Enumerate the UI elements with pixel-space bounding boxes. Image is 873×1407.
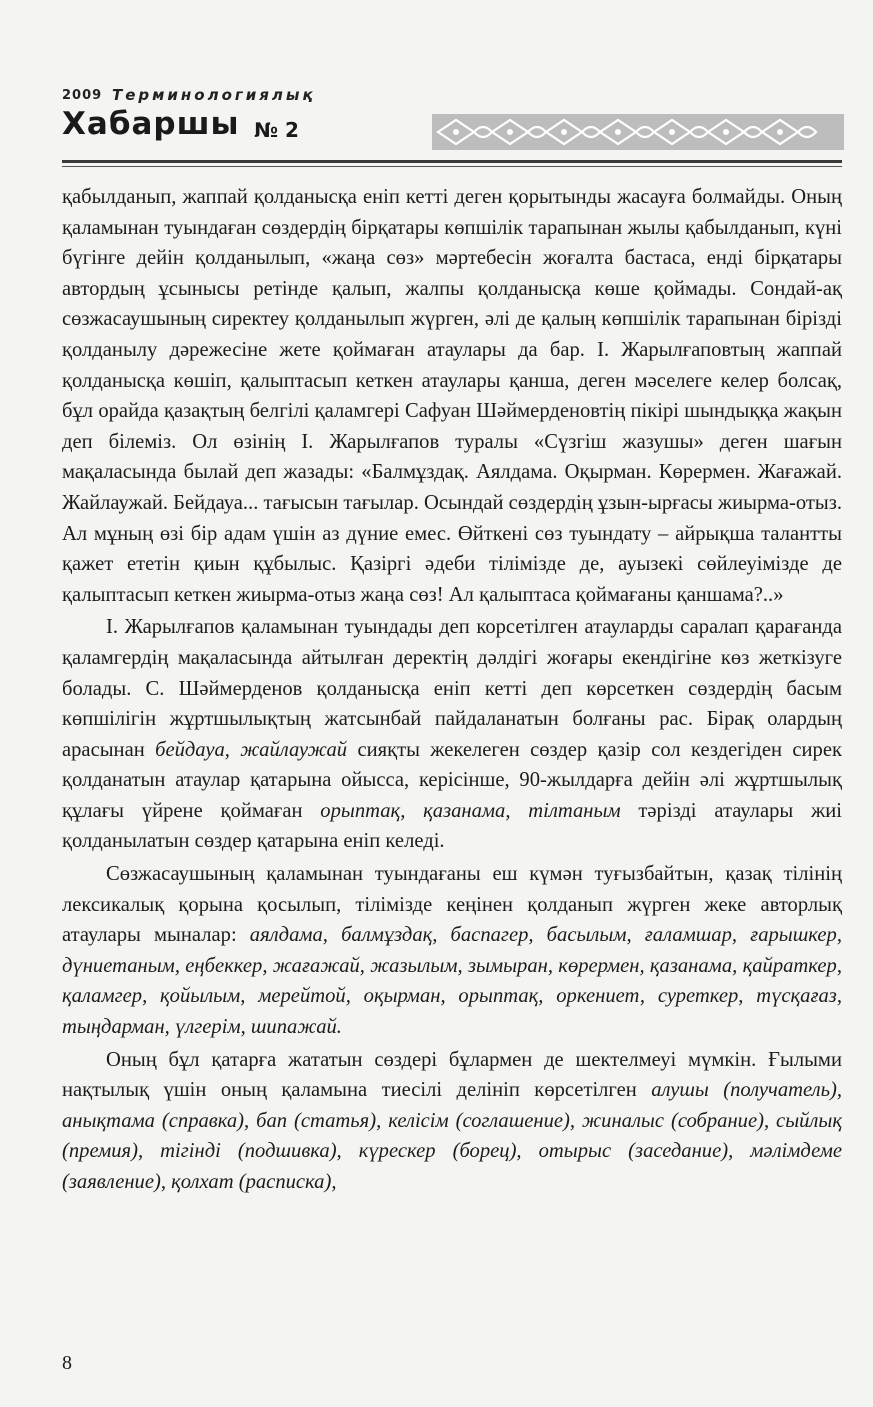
- page-header: [62, 88, 842, 168]
- paragraph-text: тәрізді атаулары жиі қолданылатын сөздер қатарына еніп келеді.: [62, 799, 843, 853]
- paragraph-text: сияқты жекелеген сөздер қазір сол кездегіден сирек қолданатын атаулар қатарына ойысса, керісінше, 90-жылдарға дейін әлі жұртшылық құлағы үйрене қоймаған: [62, 738, 843, 822]
- header-rule-thick: [62, 160, 842, 163]
- header-journal-title: Хабаршы: [62, 106, 240, 142]
- body-paragraph: [62, 859, 842, 1043]
- body-paragraph: [62, 1045, 842, 1198]
- ornament-pattern-icon: [432, 114, 844, 150]
- italic-term-list: бейдауа, жайлаужай: [155, 738, 348, 761]
- italic-term-list: алушы (получатель), анықтама (справка), бап (статья), келісім (соглашение), жиналыс (собрание), сыйлық (премия), тігінді (подшивка), күрескер (борец), отырыс (заседание), мәлімдеме (заявление), қолхат (расписка),: [62, 1079, 842, 1193]
- italic-term-list: орыптақ, қазанама, тілтаным: [320, 799, 621, 822]
- paragraph-text: Сөзжасаушының қаламынан туындағаны еш күмән туғызбайтын, қазақ тілінің лексикалық қорына қосылып, тілімізде кеңінен қолданып жүрген жеке авторлық атаулары мыналар:: [62, 863, 842, 947]
- header-issue-number: № 2: [254, 118, 299, 142]
- italic-term-list: аялдама, балмұздақ, баспагер, басылым, ғаламшар, ғарышкер, дүниетаным, еңбеккер, жағажай, жазылым, зымыран, көрермен, қазанама, қайраткер, қаламгер, қойылым, мерейтой, оқырман, орыптақ, оркениет, суреткер, түсқағаз, тыңдарман, үлгерім, шипажай.: [62, 924, 842, 1039]
- body-paragraph: [62, 612, 842, 857]
- ornament-band: [432, 114, 844, 150]
- body-paragraph: [62, 182, 842, 610]
- header-rule-thin: [62, 166, 842, 167]
- header-year: 2009: [62, 88, 103, 103]
- page-number: 8: [62, 1352, 72, 1374]
- paragraph-text: І. Жарылғапов қаламынан туындады деп корсетілген атауларды саралап қарағанда қаламгердің мақаласында айтылған деректің дәлдігі жоғары екендігіне көз жеткізуге болады. С. Шәймерденов қолданысқа еніп кетті деп көрсеткен сөздердің басым көпшілігін жұртшылықтың жатсынбай пайдаланатын болғаны рас. Бірақ олардың арасынан: [62, 616, 842, 761]
- paragraph-text: қабылданып, жаппай қолданысқа еніп кетті деген қорытынды жасауға болмайды. Оның қаламынан туындаған сөздердің бірқатары көпшілік тарапынан жылы қабылданып, күні бүгінге дейін қолданылып, «жаңа сөз» мәртебесін жоғалта бастаса, енді бірқатары автордың ұсынысы ретінде қалып, жалпы қолданысқа көше қоймады. Сондай-ақ сөзжасаушының сиректеу қолданылып жүрген, әлі де қалың көпшілік тарапынан бірізді қолданылу дәрежесіне жете қоймаған атаулары да бар. І. Жарылғаповтың жаппай қолданысқа көшіп, қалыптасып кеткен атаулары қанша, деген мәселеге келер болсақ, бұл орайда қазақтың белгілі қаламгері Сафуан Шәймерденовтің пікірі шындыққа жақын деп білеміз. Ол өзінің І. Жарылғапов туралы «Сүзгіш жазушы» деген шағын мақаласында былай деп жазады: «Балмұздақ. Аялдама. Оқырман. Көрермен. Жағажай. Жайлаужай. Бейдауа... тағысын тағылар. Осындай сөздердің ұзын-ырғасы жиырма-отыз. Ал мұның өзі бір адам үшін аз дүние емес. Өйткені сөз туындату – айрықша талантты қажет ететін қиын құбылыс. Қазіргі әдеби тілімізде де, ауызекі сөйлеуімізде де қалыптасып кеткен жиырма-отыз жаңа сөз! Ал қалыптаса қоймағаны қаншама?..»: [62, 186, 842, 606]
- paragraph-text: Оның бұл қатарға жататын сөздері бұлармен де шектелмеуі мүмкін. Ғылыми нақтылық үшін оның қаламына тиесілі делініп көрсетілген: [62, 1048, 842, 1102]
- article-body: [62, 182, 842, 1198]
- header-journal-subtitle: Терминологиялық: [112, 86, 316, 104]
